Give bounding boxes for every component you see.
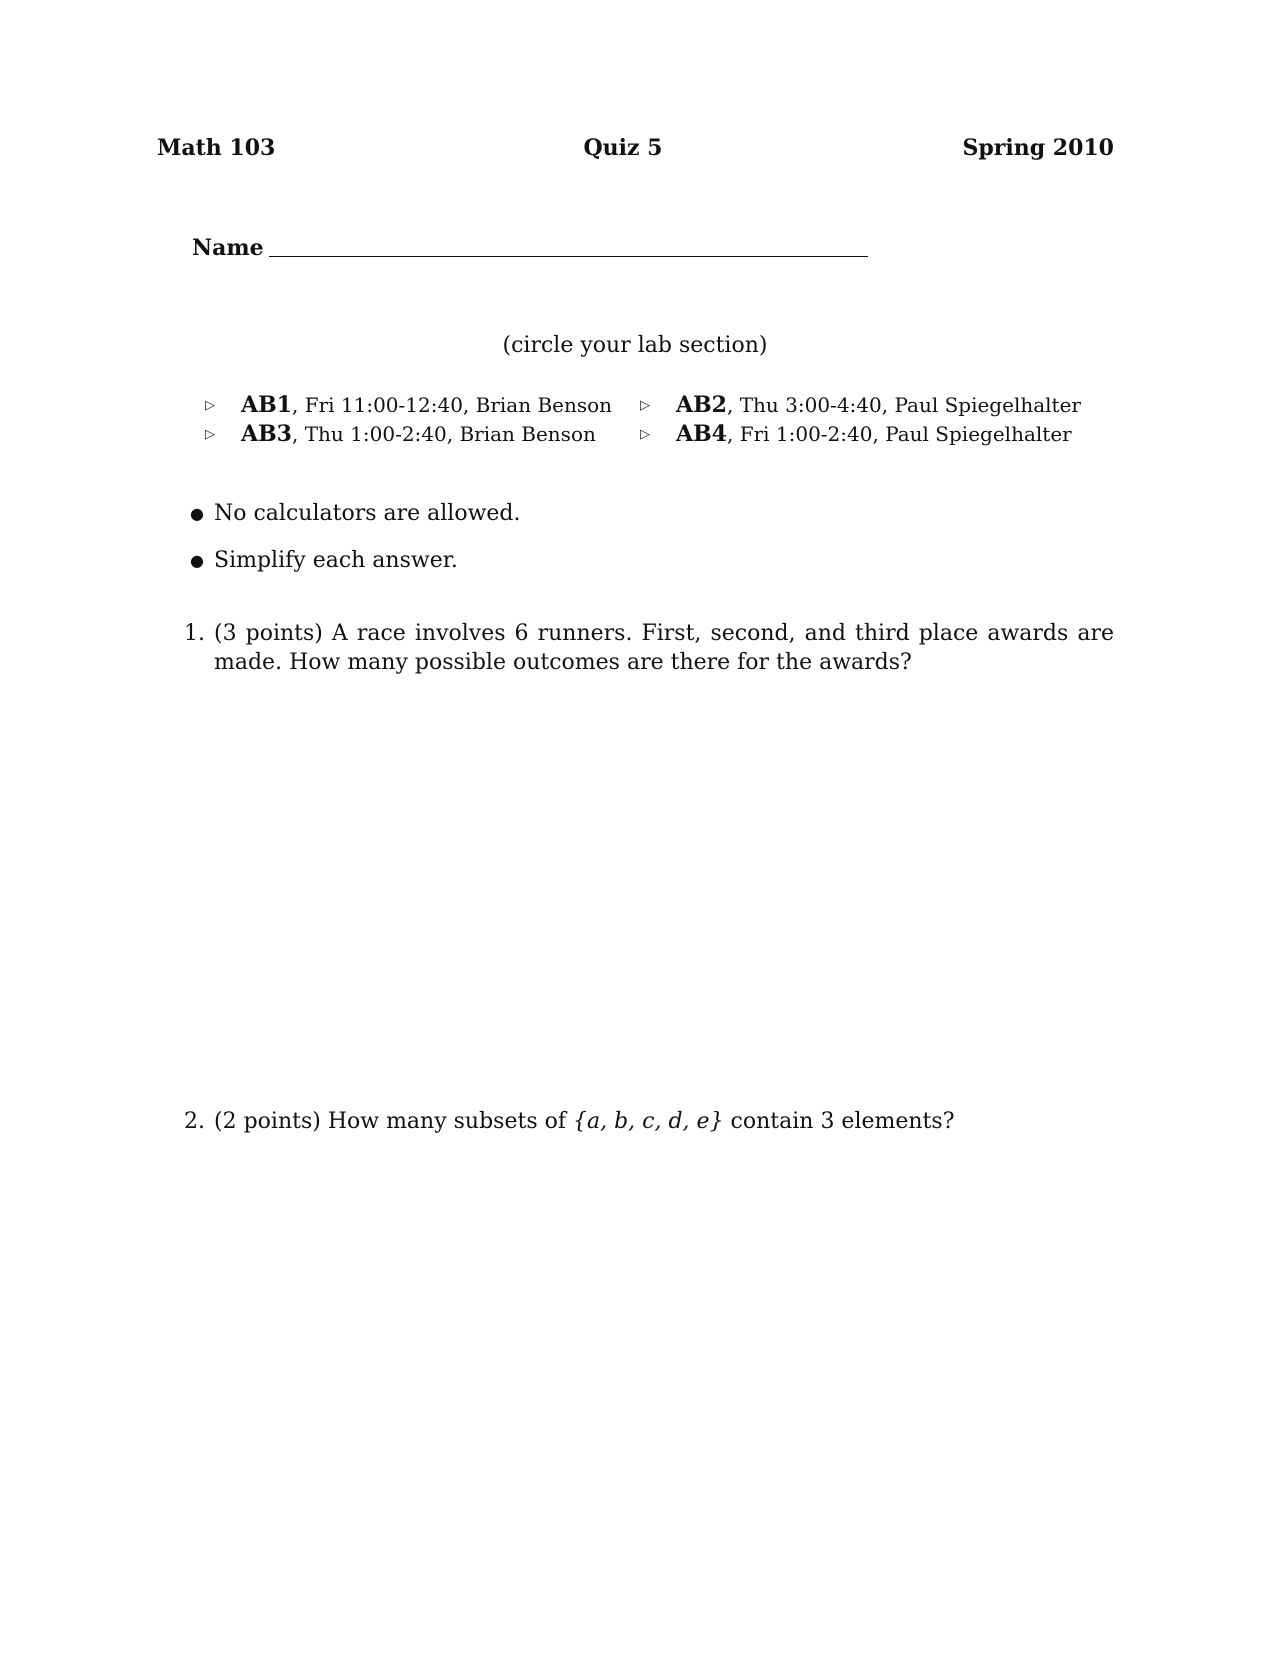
course-title: Math 103 [157,135,276,161]
question-text-before: (2 points) How many subsets of [214,1109,573,1134]
triangle-right-icon: ▷ [205,426,215,442]
rule-item [190,501,521,526]
rule-text: No calculators are allowed. [214,501,521,526]
term-label: Spring 2010 [962,135,1114,161]
question-number: 1. [184,621,205,646]
lab-section-ab3[interactable] [205,421,596,447]
bullet-icon: ● [190,504,204,523]
lab-section-ab1[interactable] [205,392,612,418]
rule-item [190,548,458,573]
lab-section-code: AB1 [241,392,292,418]
triangle-right-icon: ▷ [640,397,650,413]
lab-section-details: , Fri 1:00-2:40, Paul Spiegelhalter [726,422,1072,446]
quiz-title: Quiz 5 [583,135,663,161]
lab-section-code: AB4 [676,421,727,447]
question-text-after: contain 3 elements? [723,1109,955,1134]
rule-text: Simplify each answer. [214,548,458,573]
question-text: (3 points) A race involves 6 runners. First, second, and third place awards are made. How many possible outcomes are there for the awards? [214,621,1114,675]
question-number: 2. [184,1109,205,1134]
lab-section-ab2[interactable] [640,392,1081,418]
name-input-line[interactable] [269,256,868,257]
lab-section-ab4[interactable] [640,421,1072,447]
lab-section-code: AB3 [241,421,292,447]
lab-section-code: AB2 [676,392,727,418]
question-text [214,1107,955,1136]
name-label: Name [192,235,264,261]
triangle-right-icon: ▷ [205,397,215,413]
set-expression: {a, b, c, d, e} [573,1109,724,1134]
bullet-icon: ● [190,551,204,570]
lab-section-instruction: (circle your lab section) [502,333,768,358]
lab-section-details: , Fri 11:00-12:40, Brian Benson [291,393,613,417]
lab-section-details: , Thu 1:00-2:40, Brian Benson [291,422,596,446]
triangle-right-icon: ▷ [640,426,650,442]
lab-section-details: , Thu 3:00-4:40, Paul Spiegelhalter [726,393,1081,417]
